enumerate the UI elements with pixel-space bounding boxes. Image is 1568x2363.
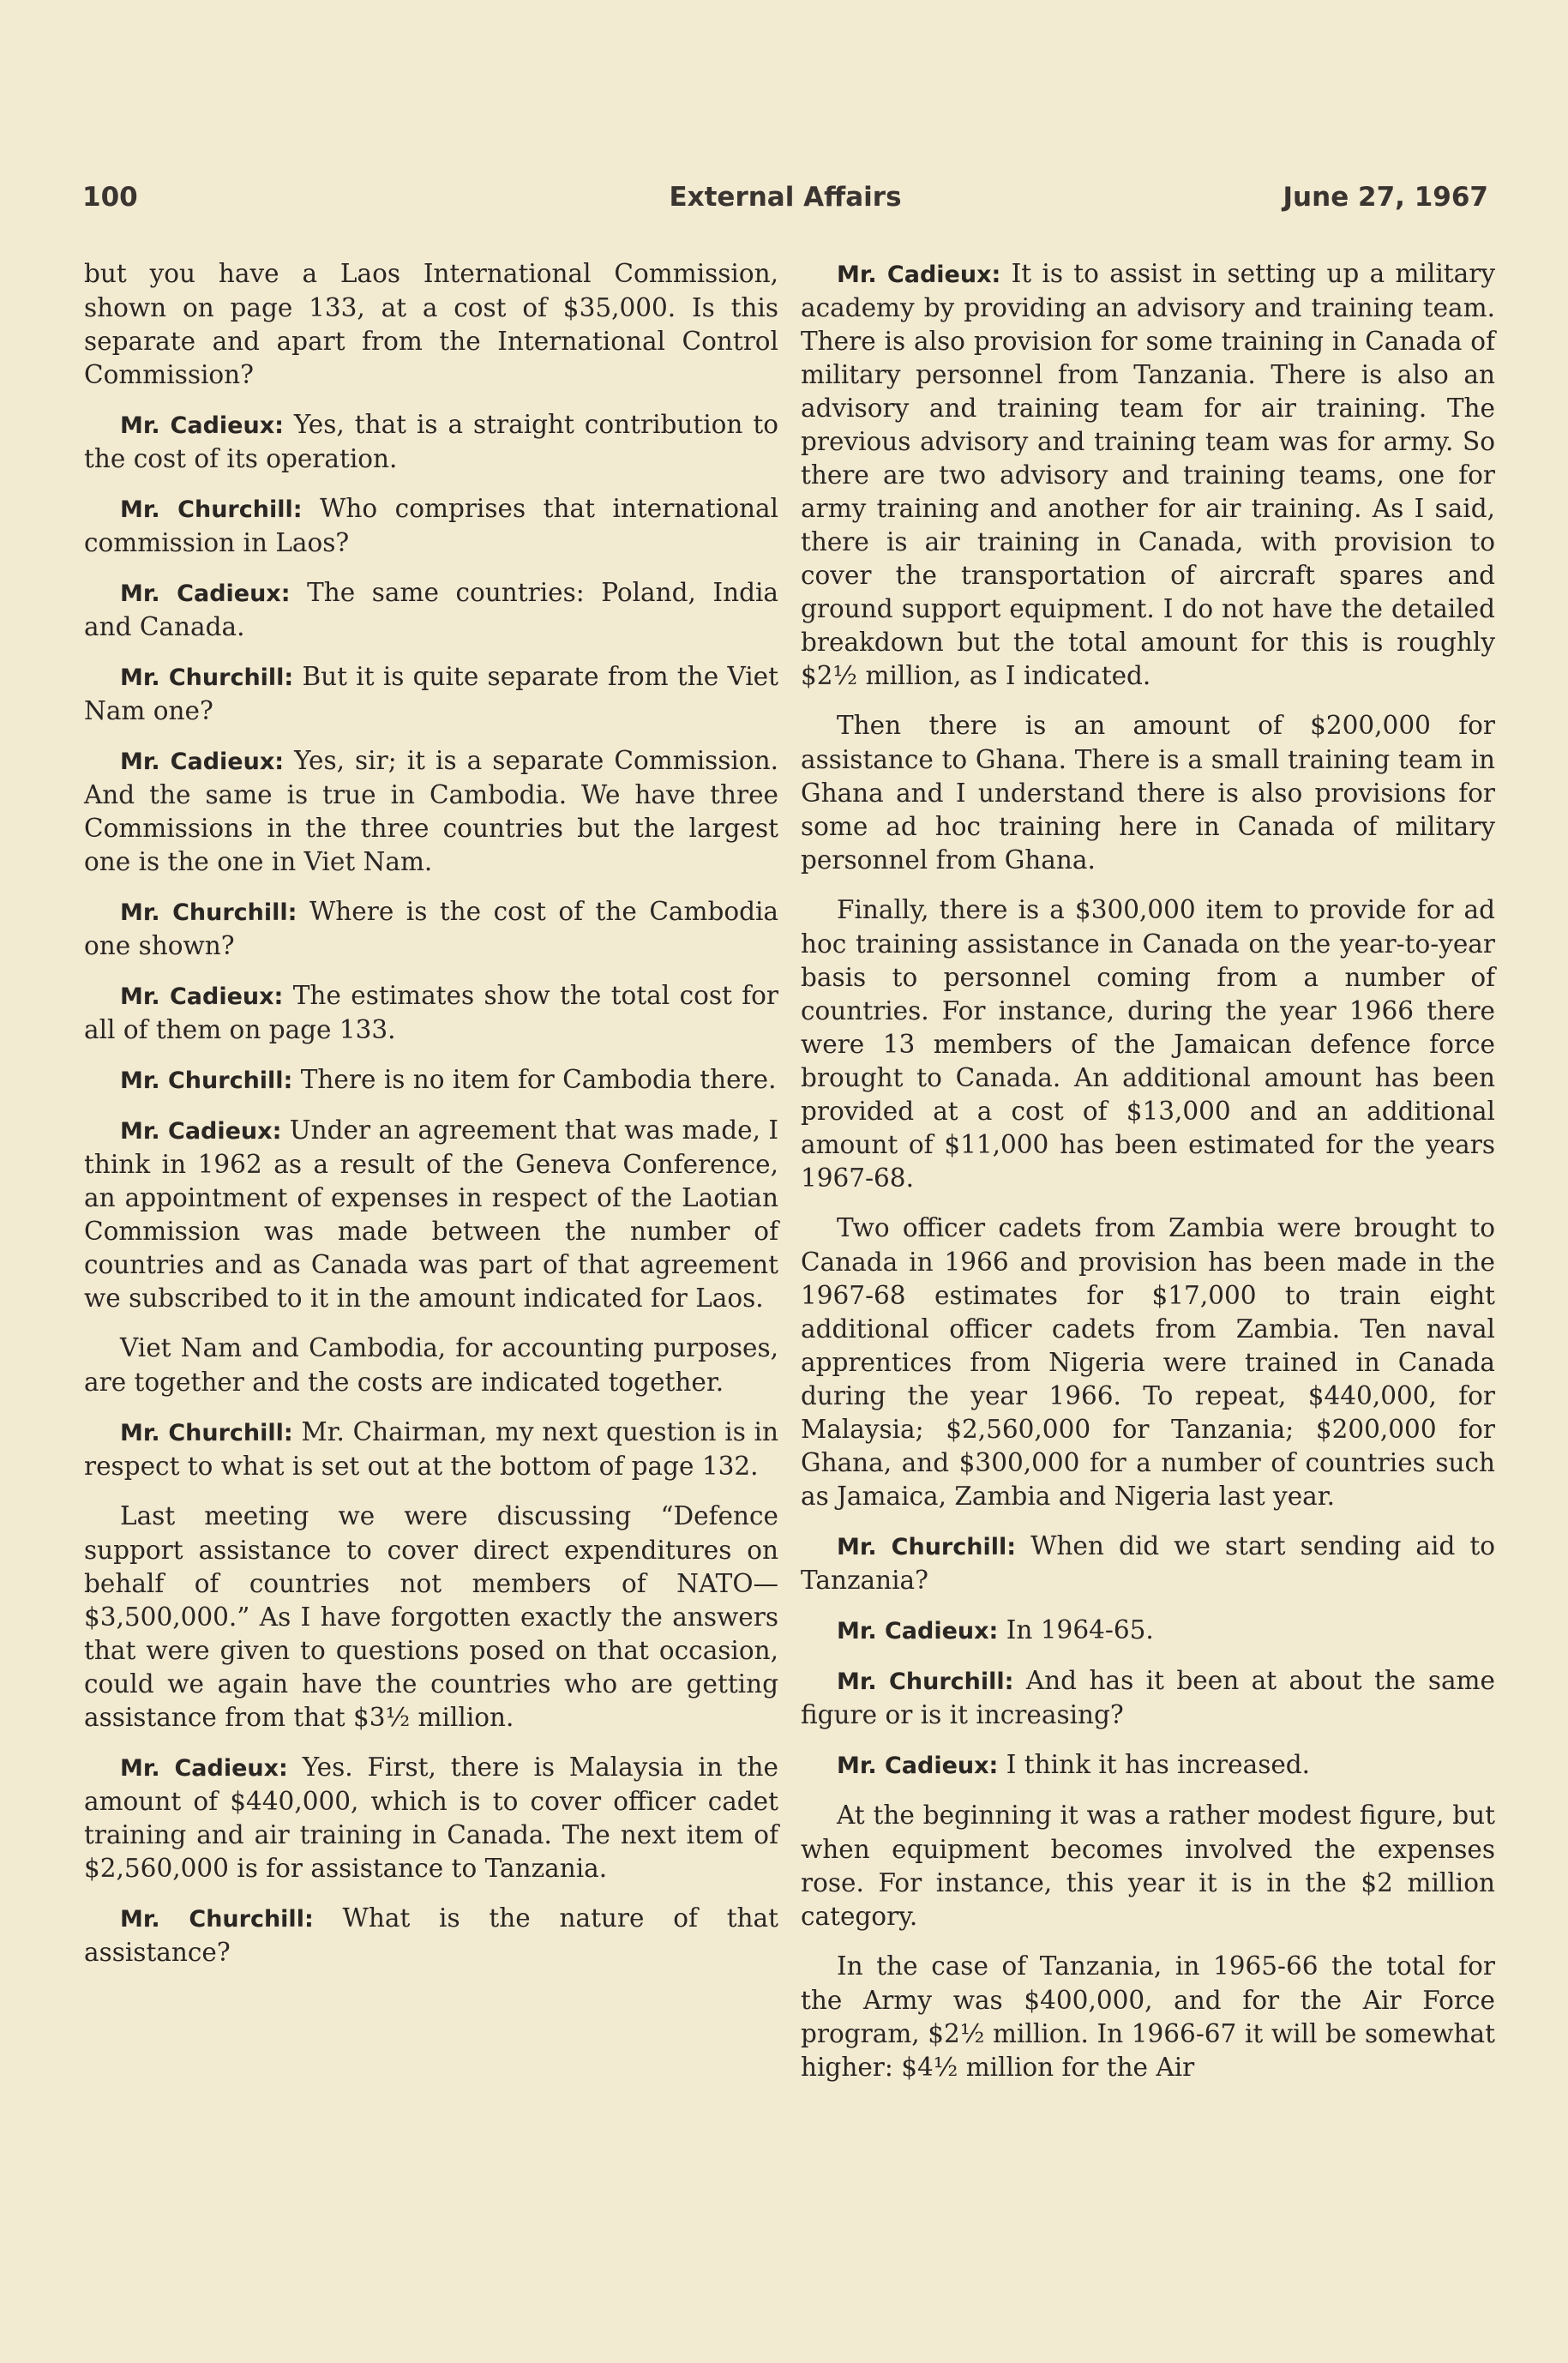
- speaker-label: Mr. Churchill:: [120, 664, 294, 691]
- speaker-label: Mr. Cadieux:: [120, 749, 285, 775]
- paragraph: [801, 1748, 1495, 1783]
- paragraph-text: Viet Nam and Cambodia, for accounting purposes, are together and the costs are indicated together.: [84, 1333, 778, 1397]
- paragraph: [84, 1114, 778, 1315]
- paragraph-text: Who comprises that international commission in Laos?: [84, 494, 778, 557]
- paragraph-text: At the beginning it was a rather modest figure, but when equipment becomes involved the expenses rose. For instance, this year it is in the $2 million category.: [801, 1801, 1495, 1931]
- paragraph-text: What is the nature of that assistance?: [84, 1903, 778, 1967]
- paragraph-text: but you have a Laos International Commission, shown on page 133, at a cost of $35,000. Is this separate and apart from the International Control Commission?: [84, 259, 778, 389]
- paragraph-text: Last meeting we were discussing “Defence support assistance to cover direct expenditures on behalf of countries not members of NATO—$3,500,000.” As I have forgotten exactly the answers that were given to questions posed on that occasion, could we again have the countries who are getting assistance from that $3½ million.: [84, 1501, 778, 1732]
- paragraph: [84, 257, 778, 392]
- paragraph: [801, 1950, 1495, 2084]
- paragraph-text: Two officer cadets from Zambia were brought to Canada in 1966 and provision has been made in the 1967-68 estimates for $17,000 to train eight additional officer cadets from Zambia. Ten naval apprentices from Nigeria were trained in Canada during the year 1966. To repeat, $440,000, for Malaysia; $2,560,000 for Tanzania; $200,000 for Ghana, and $300,000 for a number of countries such as Jamaica, Zambia and Nigeria last year.: [801, 1213, 1495, 1511]
- left-column: [84, 257, 778, 1986]
- speaker-label: Mr. Cadieux:: [120, 1755, 288, 1782]
- paragraph: [84, 576, 778, 644]
- paragraph: [801, 709, 1495, 877]
- paragraph-text: But it is quite separate from the Viet Nam one?: [84, 662, 778, 725]
- speaker-label: Mr. Churchill:: [120, 1420, 293, 1446]
- paragraph: [84, 895, 778, 963]
- paragraph-text: Then there is an amount of $200,000 for assistance to Ghana. There is a small training team in Ghana and I understand there is also provisions for some ad hoc training here in Canada of military personnel from Ghana.: [801, 711, 1495, 875]
- paragraph: [801, 1664, 1495, 1732]
- speaker-label: Mr. Cadieux:: [120, 580, 291, 607]
- paragraph-text: And has it been at about the same figure or is it increasing?: [801, 1666, 1495, 1729]
- paragraph: [84, 1063, 778, 1097]
- speaker-label: Mr. Churchill:: [120, 1067, 293, 1094]
- speaker-label: Mr. Churchill:: [120, 899, 297, 926]
- paragraph-text: Under an agreement that was made, I think in 1962 as a result of the Geneva Conference, an appointment of expenses in respect of the Laotian Commission was made between the number of countries and as Canada was part of that agreement we subscribed to it in the amount indicated for Laos.: [84, 1115, 778, 1313]
- speaker-label: Mr. Cadieux:: [837, 1618, 999, 1644]
- paragraph: [801, 257, 1495, 693]
- paragraph-text: There is no item for Cambodia there.: [300, 1065, 777, 1094]
- speaker-label: Mr. Cadieux:: [120, 1118, 282, 1145]
- paragraph: [84, 1902, 778, 1969]
- paragraph-text: The same countries: Poland, India and Canada.: [84, 578, 778, 641]
- paragraph-text: Yes. First, there is Malaysia in the amount of $440,000, which is to cover officer cadet training and air training in Canada. The next item of $2,560,000 is for assistance to Tanzania.: [84, 1753, 778, 1883]
- paragraph: [84, 1751, 778, 1885]
- speaker-label: Mr. Cadieux:: [120, 412, 284, 439]
- paragraph-text: I think it has increased.: [1006, 1750, 1311, 1779]
- paragraph: [84, 1500, 778, 1735]
- header-date: June 27, 1967: [1283, 182, 1488, 213]
- paragraph: [801, 1530, 1495, 1597]
- speaker-label: Mr. Churchill:: [837, 1534, 1017, 1560]
- paragraph: [84, 492, 778, 560]
- paragraph: [84, 660, 778, 728]
- paragraph-text: Yes, that is a straight contribution to the cost of its operation.: [84, 410, 778, 473]
- paragraph: [801, 1614, 1495, 1648]
- paragraph: [801, 893, 1495, 1195]
- paragraph-text: Finally, there is a $300,000 item to provide for ad hoc training assistance in Canada on the year-to-year basis to personnel coming from a number of countries. For instance, during the year 1966 there were 13 members of the Jamaican defence force brought to Canada. An additional amount has been provided at a cost of $13,000 and an additional amount of $11,000 has been estimated for the years 1967-68.: [801, 895, 1495, 1193]
- speaker-label: Mr. Churchill:: [120, 1906, 314, 1933]
- publication-title: External Affairs: [669, 182, 902, 213]
- paragraph-text: In the case of Tanzania, in 1965-66 the total for the Army was $400,000, and for the Air Force program, $2½ million. In 1966-67 it will be somewhat higher: $4½ million for the Air: [801, 1951, 1495, 2082]
- paragraph: [84, 408, 778, 476]
- speaker-label: Mr. Cadieux:: [837, 262, 1001, 288]
- page-number: 100: [82, 182, 138, 213]
- paragraph-text: Yes, sir; it is a separate Commission. And the same is true in Cambodia. We have three Commissions in the three countries but the largest one is the one in Viet Nam.: [84, 746, 778, 876]
- paragraph-text: Mr. Chairman, my next question is in respect to what is set out at the bottom of page 132.: [84, 1417, 778, 1481]
- running-header: [82, 182, 1488, 225]
- paragraph: [84, 979, 778, 1047]
- paragraph: [84, 1332, 778, 1399]
- speaker-label: Mr. Cadieux:: [120, 983, 284, 1010]
- paragraph: [84, 744, 778, 879]
- paragraph: [801, 1212, 1495, 1513]
- right-column: [801, 257, 1495, 2101]
- paragraph: [84, 1416, 778, 1483]
- paragraph-text: It is to assist in setting up a military academy by providing an advisory and training team. There is also provision for some training in Canada of military personnel from Tanzania. There is also an advisory and training team for air training. The previous advisory and training team was for army. So there are two advisory and training teams, one for army training and another for air training. As I said, there is air training in Canada, with provision to cover the transportation of aircraft spares and ground support equipment. I do not have the detailed breakdown but the total amount for this is roughly $2½ million, as I indicated.: [801, 259, 1495, 690]
- paragraph-text: When did we start sending aid to Tanzania?: [801, 1531, 1495, 1595]
- paragraph-text: Where is the cost of the Cambodia one shown?: [84, 897, 778, 960]
- speaker-label: Mr. Cadieux:: [837, 1753, 999, 1779]
- paragraph-text: The estimates show the total cost for all of them on page 133.: [84, 981, 778, 1044]
- speaker-label: Mr. Churchill:: [120, 496, 303, 523]
- speaker-label: Mr. Churchill:: [837, 1669, 1014, 1695]
- paragraph-text: In 1964-65.: [1006, 1615, 1154, 1644]
- paragraph: [801, 1799, 1495, 1933]
